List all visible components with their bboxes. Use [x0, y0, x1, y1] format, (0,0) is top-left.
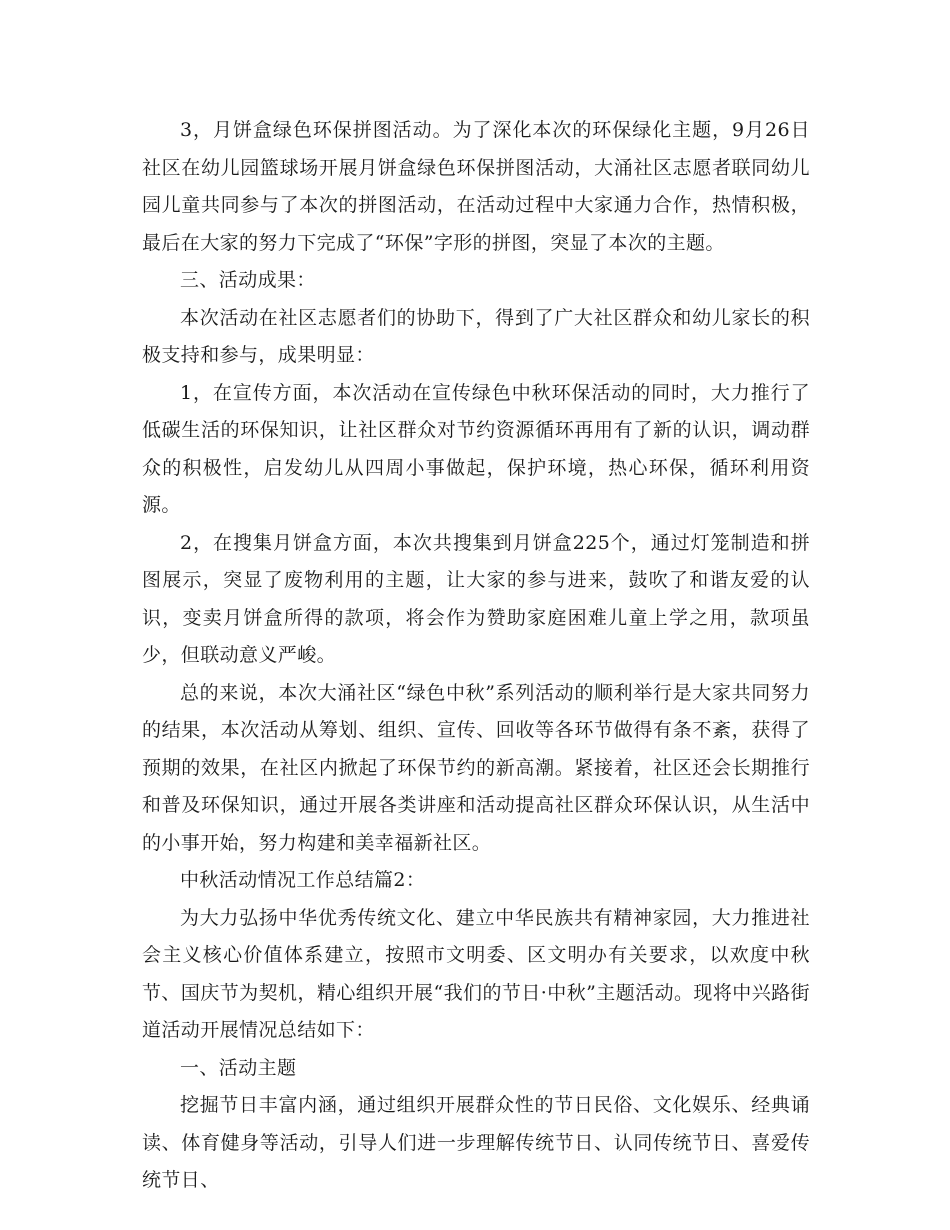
section-heading-results: 三、活动成果： [180, 269, 316, 291]
paragraph-mooncake-puzzle: 3，月饼盒绿色环保拼图活动。为了深化本次的环保绿化主题，9月26日社区在幼儿园篮球场开展月饼盒绿色环保拼图活动，大涌社区志愿者联同幼儿园儿童共同参与了本次的拼图活动，在活动过程中大家通力合作，热情积极，最后在大家的努力下完成了“环保”字形的拼图，突显了本次的主题。 [142, 119, 810, 254]
paragraph-collection: 2，在搜集月饼盒方面，本次共搜集到月饼盒225个，通过灯笼制造和拼图展示，突显了废物利用的主题，让大家的参与进来，鼓吹了和谐友爱的认识，变卖月饼盒所得的款项，将会作为赞助家庭困难儿童上学之用，款项虽少，但联动意义严峻。 [142, 531, 810, 666]
section-heading-theme: 一、活动主题 [180, 1056, 297, 1079]
paragraph-conclusion: 总的来说，本次大涌社区“绿色中秋”系列活动的顺利举行是大家共同努力的结果，本次活动从筹划、组织、宣传、回收等各环节做得有条不紊，获得了预期的效果，在社区内掀起了环保节约的新高潮。紧接着，社区还会长期推行和普及环保知识，通过开展各类讲座和活动提高社区群众环保认识，从生活中的小事开始，努力构建和美幸福新社区。 [142, 681, 810, 854]
document-body [142, 112, 810, 1200]
paragraph-publicity: 1，在宣传方面，本次活动在宣传绿色中秋环保活动的同时，大力推行了低碳生活的环保知识，让社区群众对节约资源循环再用有了新的认识，调动群众的积极性，启发幼儿从四周小事做起，保护环境，热心环保，循环利用资源。 [142, 381, 810, 516]
paragraph-summary-intro: 为大力弘扬中华优秀传统文化、建立中华民族共有精神家园，大力推进社会主义核心价值体系建立，按照市文明委、区文明办有关要求，以欢度中秋节、国庆节为契机，精心组织开展“我们的节日·中秋”主题活动。现将中兴路街道活动开展情况总结如下： [142, 906, 810, 1041]
heading-summary-part-2: 中秋活动情况工作总结篇2： [180, 869, 426, 891]
paragraph-theme-body: 挖掘节日丰富内涵，通过组织开展群众性的节日民俗、文化娱乐、经典诵读、体育健身等活动，引导人们进一步理解传统节日、认同传统节日、喜爱传统节日、 [142, 1094, 810, 1191]
paragraph-results-intro: 本次活动在社区志愿者们的协助下，得到了广大社区群众和幼儿家长的积极支持和参与，成果明显： [142, 306, 810, 366]
